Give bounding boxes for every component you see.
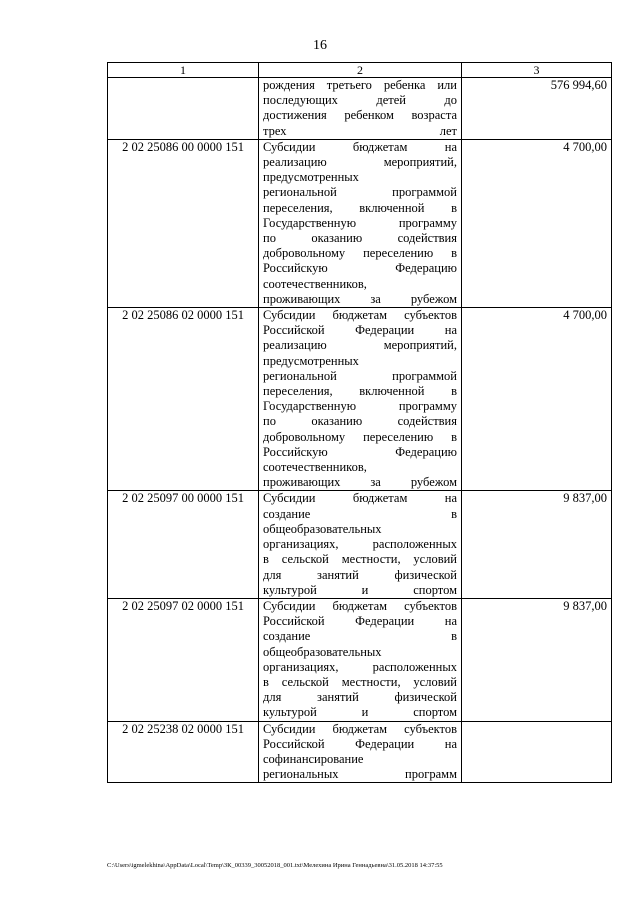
description-line: соотечественников, bbox=[263, 460, 367, 475]
description-line: Субсидии бюджетам субъектов bbox=[263, 598, 457, 613]
description-line: Субсидии бюджетам на bbox=[263, 139, 457, 154]
description-line: реализацию мероприятий, bbox=[263, 338, 457, 353]
budget-code-cell: 2 02 25238 02 0000 151 bbox=[108, 721, 259, 783]
description-line: добровольному переселению в bbox=[263, 246, 457, 261]
description-line: добровольному переселению в bbox=[263, 429, 457, 444]
description-line: Субсидии бюджетам на bbox=[263, 491, 457, 506]
description-line: трех лет bbox=[263, 123, 457, 138]
description-cell bbox=[259, 598, 462, 721]
budget-code-cell bbox=[108, 78, 259, 140]
table-row bbox=[108, 598, 612, 721]
table-row bbox=[108, 308, 612, 491]
description-line: Субсидии бюджетам субъектов bbox=[263, 721, 457, 736]
description-line: Субсидии бюджетам субъектов bbox=[263, 308, 457, 323]
description-line: по оказанию содействия bbox=[263, 231, 457, 246]
amount-cell: 9 837,00 bbox=[462, 491, 612, 598]
description-line: региональной программой bbox=[263, 185, 457, 200]
table-row bbox=[108, 139, 612, 307]
file-path-footer: C:\Users\igmelekhina\AppData\Local\Temp\ЗК_00339_30052018_001.txt\Мелехина Ирина Геннадьевна\31.05.2018 14:37:55 bbox=[107, 862, 443, 869]
description-cell bbox=[259, 308, 462, 491]
description-line: в сельской местности, условий bbox=[263, 552, 457, 567]
description-line: создание в bbox=[263, 506, 457, 521]
table-body bbox=[108, 78, 612, 783]
description-line: культурой и спортом bbox=[263, 582, 457, 597]
budget-code-cell: 2 02 25097 02 0000 151 bbox=[108, 598, 259, 721]
description-line: Российской Федерации на bbox=[263, 323, 457, 338]
page-number: 16 bbox=[313, 38, 327, 53]
description-line: рождения третьего ребенка или bbox=[263, 78, 457, 92]
description-line: Российской Федерации на bbox=[263, 736, 457, 751]
budget-table bbox=[107, 62, 612, 783]
description-line: организациях, расположенных bbox=[263, 537, 457, 552]
description-line: региональных программ bbox=[263, 767, 457, 782]
description-line: культурой и спортом bbox=[263, 705, 457, 720]
budget-code-cell: 2 02 25097 00 0000 151 bbox=[108, 491, 259, 598]
amount-cell bbox=[462, 721, 612, 783]
description-cell bbox=[259, 78, 462, 140]
description-line: общеобразовательных bbox=[263, 521, 382, 536]
budget-code-cell: 2 02 25086 00 0000 151 bbox=[108, 139, 259, 307]
description-line: переселения, включенной в bbox=[263, 200, 457, 215]
column-header-1: 1 bbox=[108, 63, 259, 78]
description-line: предусмотренных bbox=[263, 170, 359, 185]
amount-cell: 9 837,00 bbox=[462, 598, 612, 721]
description-line: общеобразовательных bbox=[263, 644, 382, 659]
table-row bbox=[108, 78, 612, 140]
description-line: Российскую Федерацию bbox=[263, 261, 457, 276]
description-line: региональной программой bbox=[263, 368, 457, 383]
description-line: предусмотренных bbox=[263, 353, 359, 368]
description-line: организациях, расположенных bbox=[263, 659, 457, 674]
description-line: соотечественников, bbox=[263, 276, 367, 291]
description-line: софинансирование bbox=[263, 751, 364, 766]
description-cell bbox=[259, 139, 462, 307]
description-line: для занятий физической bbox=[263, 567, 457, 582]
description-line: Государственную программу bbox=[263, 399, 457, 414]
amount-cell: 4 700,00 bbox=[462, 139, 612, 307]
budget-code-cell: 2 02 25086 02 0000 151 bbox=[108, 308, 259, 491]
description-line: переселения, включенной в bbox=[263, 384, 457, 399]
description-line: Государственную программу bbox=[263, 215, 457, 230]
description-line: Российской Федерации на bbox=[263, 614, 457, 629]
description-line: в сельской местности, условий bbox=[263, 674, 457, 689]
amount-cell: 576 994,60 bbox=[462, 78, 612, 140]
description-line: для занятий физической bbox=[263, 690, 457, 705]
column-header-3: 3 bbox=[462, 63, 612, 78]
column-header-2: 2 bbox=[259, 63, 462, 78]
amount-cell: 4 700,00 bbox=[462, 308, 612, 491]
description-line: проживающих за рубежом bbox=[263, 291, 457, 306]
description-line: по оказанию содействия bbox=[263, 414, 457, 429]
description-cell bbox=[259, 721, 462, 783]
description-line: создание в bbox=[263, 629, 457, 644]
description-line: Российскую Федерацию bbox=[263, 444, 457, 459]
description-line: достижения ребенком возраста bbox=[263, 108, 457, 123]
description-cell bbox=[259, 491, 462, 598]
table-row bbox=[108, 491, 612, 598]
table-row bbox=[108, 721, 612, 783]
description-line: реализацию мероприятий, bbox=[263, 155, 457, 170]
table-header-row bbox=[108, 63, 612, 78]
description-line: последующих детей до bbox=[263, 93, 457, 108]
description-line: проживающих за рубежом bbox=[263, 475, 457, 490]
